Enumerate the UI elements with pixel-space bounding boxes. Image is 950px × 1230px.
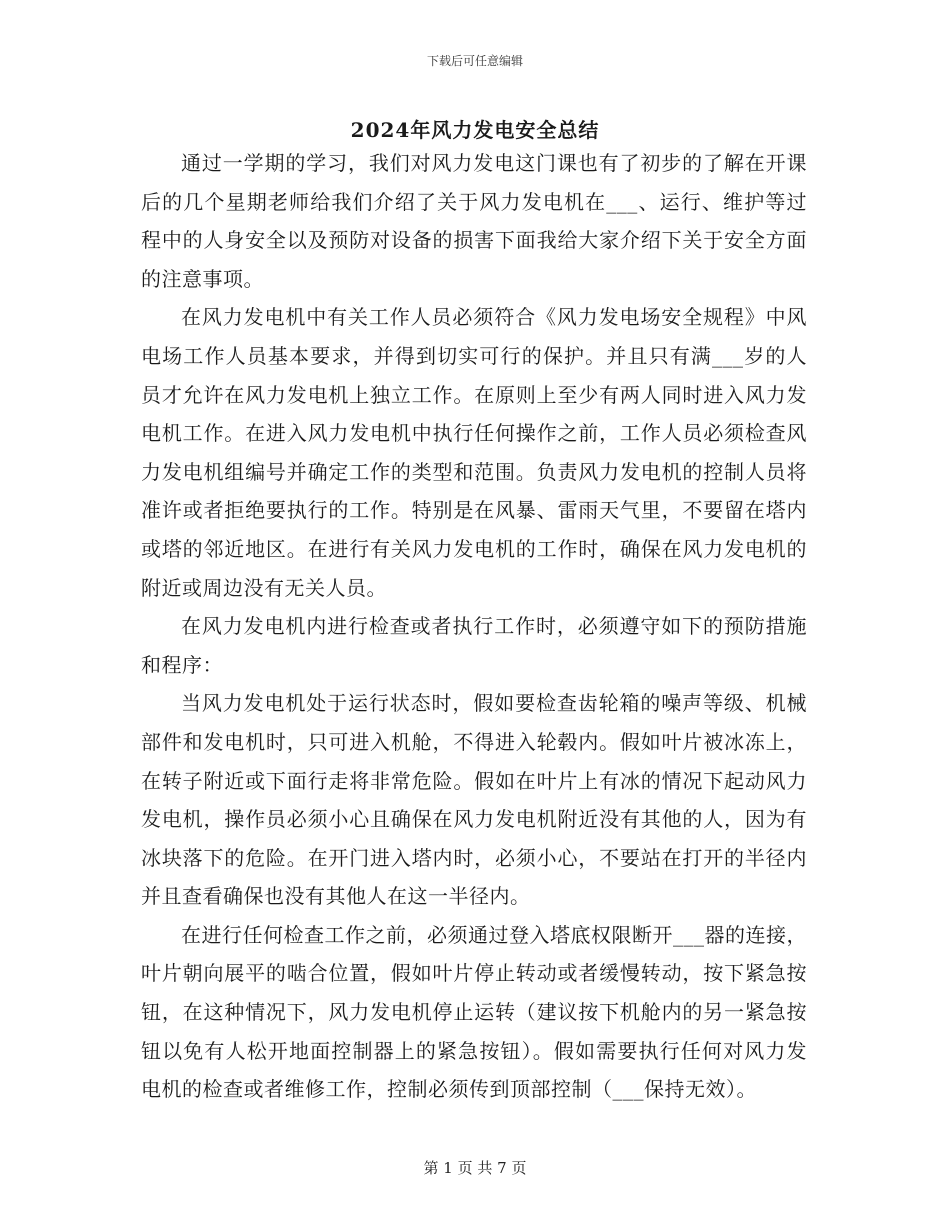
paragraph-4: 当风力发电机处于运行状态时，假如要检查齿轮箱的噪声等级、机械部件和发电机时，只可进入机舱，不得进入轮毂内。假如叶片被冰冻上，在转子附近或下面行走将非常危险。假如在叶片上有冰的情况下起动风力发电机，操作员必须小心且确保在风力发电机附近没有其他的人，因为有冰块落下的危险。在开门进入塔内时，必须小心，不要站在打开的半径内并且查看确保也没有其他人在这一半径内。 [141, 691, 807, 909]
page-header-note: 下载后可任意编辑 [426, 54, 523, 68]
document-body [141, 144, 807, 1109]
paragraph-5: 在进行任何检查工作之前，必须通过登入塔底权限断开___器的连接，叶片朝向展平的啮合位置，假如叶片停止转动或者缓慢转动，按下紧急按钮，在这种情况下，风力发电机停止运转（建议按下机舱内的另一紧急按钮以免有人松开地面控制器上的紧急按钮）。假如需要执行任何对风力发电机的检查或者维修工作，控制必须传到顶部控制（___保持无效）。 [141, 922, 807, 1102]
document-title: 2024年风力发电安全总结 [350, 118, 600, 142]
paragraph-2: 在风力发电机中有关工作人员必须符合《风力发电场安全规程》中风电场工作人员基本要求，并得到切实可行的保护。并且只有满___岁的人员才允许在风力发电机上独立工作。在原则上至少有两人同时进入风力发电机工作。在进入风力发电机中执行任何操作之前，工作人员必须检查风力发电机组编号并确定工作的类型和范围。负责风力发电机的控制人员将准许或者拒绝要执行的工作。特别是在风暴、雷雨天气里，不要留在塔内或塔的邻近地区。在进行有关风力发电机的工作时，确保在风力发电机的附近或周边没有无关人员。 [141, 305, 807, 600]
page-number: 第 1 页 共 7 页 [423, 1159, 527, 1177]
paragraph-3: 在风力发电机内进行检查或者执行工作时，必须遵守如下的预防措施和程序： [141, 614, 807, 677]
paragraph-1: 通过一学期的学习，我们对风力发电这门课也有了初步的了解在开课后的几个星期老师给我们介绍了关于风力发电机在___、运行、维护等过程中的人身安全以及预防对设备的损害下面我给大家介绍下关于安全方面的注意事项。 [141, 151, 807, 291]
